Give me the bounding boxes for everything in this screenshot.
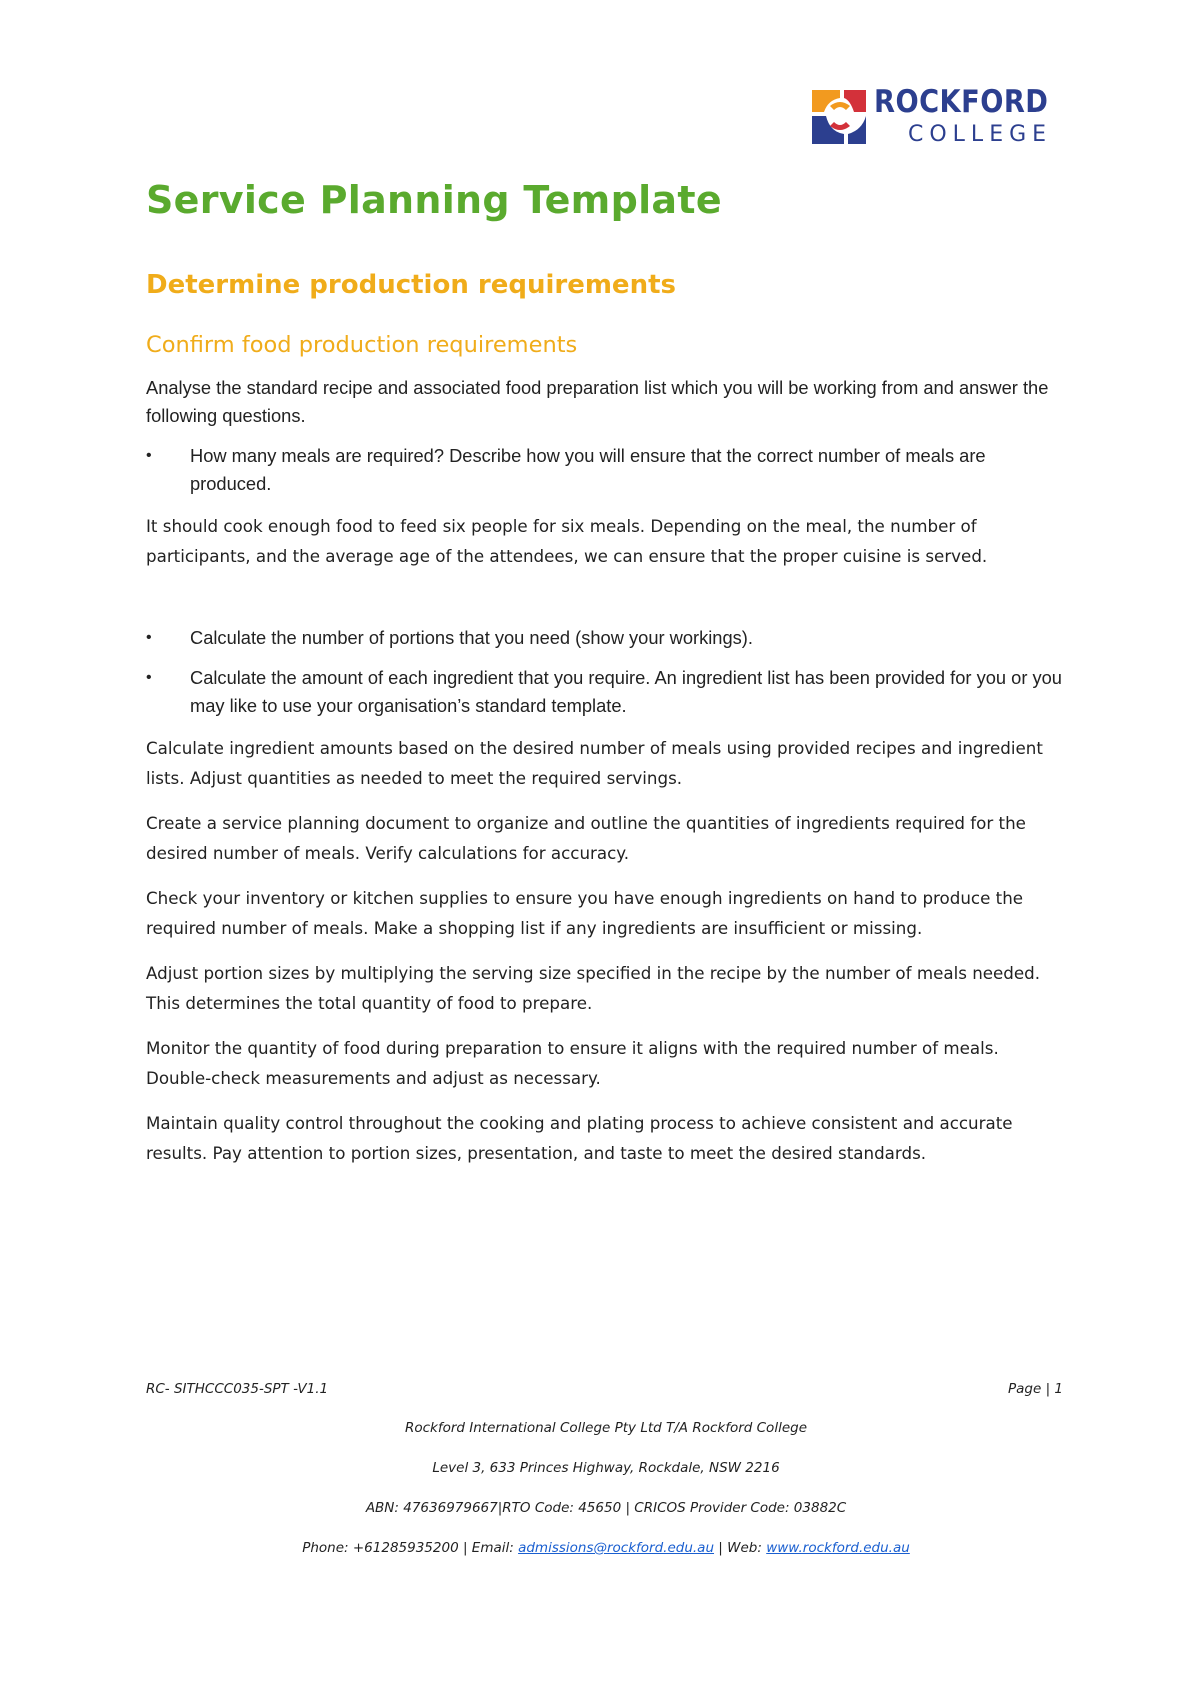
bullet-icon: • — [146, 629, 152, 646]
page-number: Page | 1 — [1007, 1381, 1063, 1397]
body-paragraph: Maintain quality control throughout the cooking and plating process to achieve consistent and accurate results. Pay attention to portion sizes, presentation, and taste to meet the desired standards. — [146, 1113, 1013, 1163]
document-code: RC- SITHCCC035-SPT -V1.1 — [146, 1381, 329, 1397]
intro-paragraph: Analyse the standard recipe and associated food preparation list which you will be working from and answer the following questions. — [146, 377, 1049, 426]
logo-name: ROCKFORD — [874, 84, 1049, 120]
bullet-text: How many meals are required? Describe how you will ensure that the correct number of meals are produced. — [190, 445, 986, 494]
footer-phone: Phone: +61285935200 | Email: — [302, 1540, 519, 1556]
footer-company: Rockford International College Pty Ltd T/A Rockford College — [404, 1420, 808, 1436]
body-paragraph: Create a service planning document to organize and outline the quantities of ingredients required for the desired number of meals. Verify calculations for accuracy. — [146, 813, 1026, 863]
footer-address: Level 3, 633 Princes Highway, Rockdale, NSW 2216 — [432, 1460, 780, 1476]
logo-subtitle: COLLEGE — [908, 122, 1053, 147]
bullet-text: Calculate the amount of each ingredient that you require. An ingredient list has been provided for you or you may like to use your organisation’s standard template. — [190, 667, 1062, 716]
body-paragraph: Adjust portion sizes by multiplying the serving size specified in the recipe by the number of meals needed. This determines the total quantity of food to prepare. — [146, 963, 1041, 1013]
bullet-item — [146, 442, 1066, 498]
logo-mark-icon — [810, 88, 868, 146]
page-title: Service Planning Template — [146, 178, 722, 222]
body-paragraph: Check your inventory or kitchen supplies to ensure you have enough ingredients on hand to produce the required number of meals. Make a shopping list if any ingredients are insufficient or missing. — [146, 888, 1024, 938]
bullet-icon: • — [146, 447, 152, 464]
footer-contact — [146, 1540, 1066, 1556]
rockford-college-logo — [810, 84, 1060, 150]
footer-registration: ABN: 47636979667|RTO Code: 45650 | CRICOS Provider Code: 03882C — [365, 1500, 847, 1516]
bullet-item — [146, 624, 1066, 652]
body-paragraph: Calculate ingredient amounts based on the desired number of meals using provided recipes and ingredient lists. Adjust quantities as needed to meet the required servings. — [146, 738, 1043, 788]
bullet-item — [146, 664, 1066, 720]
body-paragraph: Monitor the quantity of food during preparation to ensure it aligns with the required number of meals. Double-check measurements and adjust as necessary. — [146, 1038, 999, 1088]
bullet-icon: • — [146, 669, 152, 686]
section-heading: Determine production requirements — [146, 270, 676, 300]
website-link[interactable]: www.rockford.edu.au — [766, 1540, 910, 1556]
subsection-heading: Confirm food production requirements — [146, 332, 578, 358]
footer-web-label: | Web: — [714, 1540, 767, 1556]
answer-paragraph: It should cook enough food to feed six people for six meals. Depending on the meal, the number of participants, and the average age of the attendees, we can ensure that the proper cuisine is served. — [146, 516, 988, 566]
email-link[interactable]: admissions@rockford.edu.au — [518, 1540, 715, 1556]
bullet-text: Calculate the number of portions that you need (show your workings). — [190, 627, 753, 648]
